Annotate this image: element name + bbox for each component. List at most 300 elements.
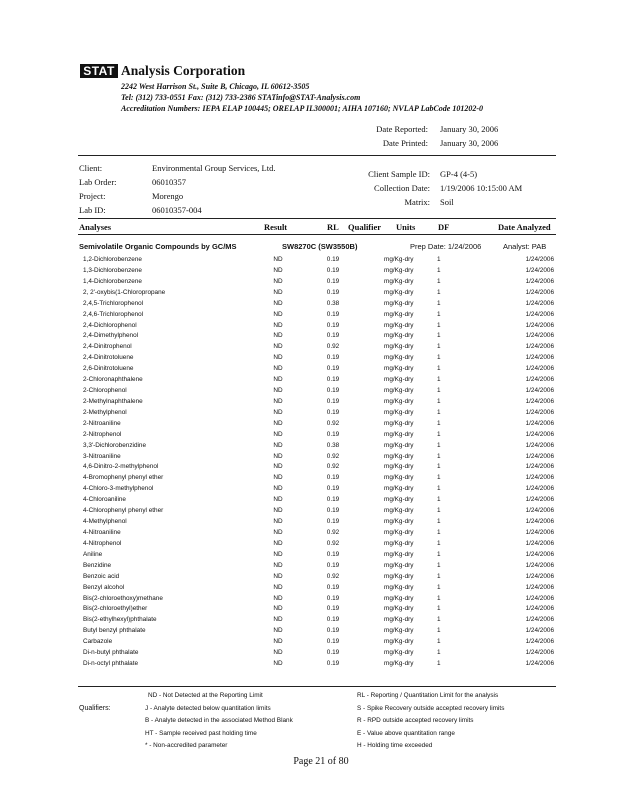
result-value: ND bbox=[273, 277, 283, 285]
units-value: mg/Kg-dry bbox=[384, 408, 414, 416]
section-title: Semivolatile Organic Compounds by GC/MS bbox=[79, 242, 237, 251]
df-value: 1 bbox=[437, 572, 441, 580]
analyte-name: Benzoic acid bbox=[83, 572, 120, 580]
result-value: ND bbox=[273, 638, 283, 646]
df-value: 1 bbox=[437, 387, 441, 395]
result-value: ND bbox=[273, 485, 283, 493]
units-value: mg/Kg-dry bbox=[384, 605, 414, 613]
client-sample-id-label: Client Sample ID: bbox=[368, 169, 430, 179]
date-reported-value: January 30, 2006 bbox=[440, 124, 499, 134]
table-row bbox=[0, 594, 642, 605]
analyte-name: 4-Bromophenyl phenyl ether bbox=[83, 474, 164, 482]
matrix-value: Soil bbox=[440, 197, 454, 207]
result-value: ND bbox=[273, 321, 283, 329]
analyte-name: 3-Nitroaniline bbox=[83, 452, 121, 460]
date-analyzed-value: 1/24/2006 bbox=[525, 452, 554, 460]
df-value: 1 bbox=[437, 332, 441, 340]
table-row bbox=[0, 506, 642, 517]
date-analyzed-value: 1/24/2006 bbox=[525, 594, 554, 602]
rl-value: 0.19 bbox=[326, 507, 340, 515]
rl-value: 0.19 bbox=[326, 408, 340, 416]
date-analyzed-value: 1/24/2006 bbox=[525, 343, 554, 351]
company-address: 2242 West Harrison St., Suite B, Chicago, IL 60612-3505 bbox=[121, 82, 310, 91]
rl-value: 0.38 bbox=[326, 299, 340, 307]
result-value: ND bbox=[273, 572, 283, 580]
table-row bbox=[0, 266, 642, 277]
date-analyzed-value: 1/24/2006 bbox=[525, 266, 554, 274]
analyte-name: 2,4,5-Trichlorophenol bbox=[83, 299, 144, 307]
date-analyzed-value: 1/24/2006 bbox=[525, 277, 554, 285]
date-analyzed-value: 1/24/2006 bbox=[525, 474, 554, 482]
result-value: ND bbox=[273, 649, 283, 657]
df-value: 1 bbox=[437, 452, 441, 460]
analyte-name: Bis(2-ethylhexyl)phthalate bbox=[83, 616, 157, 624]
df-value: 1 bbox=[437, 288, 441, 296]
accreditation-numbers: Accreditation Numbers: IEPA ELAP 100445; ORELAP IL300001; AIHA 107160; NVLAP LabCode 101202-0 bbox=[121, 104, 484, 113]
df-value: 1 bbox=[437, 299, 441, 307]
column-header-divider bbox=[78, 234, 556, 235]
units-value: mg/Kg-dry bbox=[384, 507, 414, 515]
result-value: ND bbox=[273, 452, 283, 460]
analyte-name: Carbazole bbox=[83, 638, 113, 646]
col-units: Units bbox=[396, 222, 416, 232]
table-row bbox=[0, 277, 642, 288]
analyte-name: 4-Chlorophenyl phenyl ether bbox=[83, 507, 164, 515]
rl-value: 0.19 bbox=[326, 485, 340, 493]
result-value: ND bbox=[273, 539, 283, 547]
table-row bbox=[0, 430, 642, 441]
rl-value: 0.19 bbox=[326, 627, 340, 635]
collection-date-label: Collection Date: bbox=[374, 183, 430, 193]
date-analyzed-value: 1/24/2006 bbox=[525, 419, 554, 427]
df-value: 1 bbox=[437, 496, 441, 504]
df-value: 1 bbox=[437, 485, 441, 493]
result-value: ND bbox=[273, 441, 283, 449]
df-value: 1 bbox=[437, 376, 441, 384]
rl-value: 0.19 bbox=[326, 321, 340, 329]
qualifier-note: R - RPD outside accepted recovery limits bbox=[357, 717, 474, 724]
analyte-name: 4-Methylphenol bbox=[83, 518, 127, 526]
table-row bbox=[0, 484, 642, 495]
units-value: mg/Kg-dry bbox=[384, 638, 414, 646]
analyte-name: 2-Chlorophenol bbox=[83, 387, 127, 395]
result-value: ND bbox=[273, 561, 283, 569]
table-row bbox=[0, 604, 642, 615]
table-row bbox=[0, 408, 642, 419]
table-row bbox=[0, 386, 642, 397]
units-value: mg/Kg-dry bbox=[384, 583, 414, 591]
result-value: ND bbox=[273, 518, 283, 526]
df-value: 1 bbox=[437, 616, 441, 624]
analyte-name: Bis(2-chloroethoxy)methane bbox=[83, 594, 163, 602]
rl-value: 0.19 bbox=[326, 354, 340, 362]
date-analyzed-value: 1/24/2006 bbox=[525, 550, 554, 558]
units-value: mg/Kg-dry bbox=[384, 474, 414, 482]
rl-value: 0.92 bbox=[326, 419, 340, 427]
section-analyst: Analyst: PAB bbox=[503, 242, 547, 251]
date-analyzed-value: 1/24/2006 bbox=[525, 496, 554, 504]
result-value: ND bbox=[273, 365, 283, 373]
col-result: Result bbox=[264, 222, 288, 232]
company-contact: Tel: (312) 733-0551 Fax: (312) 733-2386 STATinfo@STAT-Analysis.com bbox=[121, 93, 361, 102]
info-divider bbox=[78, 218, 556, 219]
table-row bbox=[0, 550, 642, 561]
qualifier-note: B - Analyte detected in the associated Method Blank bbox=[145, 717, 293, 724]
table-row bbox=[0, 539, 642, 550]
date-analyzed-value: 1/24/2006 bbox=[525, 649, 554, 657]
units-value: mg/Kg-dry bbox=[384, 441, 414, 449]
units-value: mg/Kg-dry bbox=[384, 529, 414, 536]
lab-order-label: Lab Order: bbox=[79, 177, 117, 187]
table-row bbox=[0, 288, 642, 299]
date-analyzed-value: 1/24/2006 bbox=[525, 397, 554, 405]
date-analyzed-value: 1/24/2006 bbox=[525, 605, 554, 613]
result-value: ND bbox=[273, 594, 283, 602]
analyte-name: Bis(2-chloroethyl)ether bbox=[83, 605, 148, 613]
date-printed-value: January 30, 2006 bbox=[440, 138, 499, 148]
date-analyzed-value: 1/24/2006 bbox=[525, 430, 554, 438]
table-row bbox=[0, 615, 642, 626]
section-prep-date: Prep Date: 1/24/2006 bbox=[410, 242, 482, 251]
date-analyzed-value: 1/24/2006 bbox=[525, 441, 554, 449]
analyte-name: 2,4-Dinitrophenol bbox=[83, 343, 132, 351]
df-value: 1 bbox=[437, 649, 441, 657]
result-value: ND bbox=[273, 550, 283, 558]
date-analyzed-value: 1/24/2006 bbox=[525, 299, 554, 307]
result-value: ND bbox=[273, 354, 283, 362]
units-value: mg/Kg-dry bbox=[384, 299, 414, 307]
result-value: ND bbox=[273, 660, 283, 668]
units-value: mg/Kg-dry bbox=[384, 485, 414, 493]
analyte-name: 2,4-Dichlorophenol bbox=[83, 321, 137, 329]
analyte-name: 4,6-Dinitro-2-methylphenol bbox=[83, 463, 159, 471]
rl-value: 0.19 bbox=[326, 616, 340, 624]
analyte-name: 2,4-Dinitrotoluene bbox=[83, 354, 134, 362]
units-value: mg/Kg-dry bbox=[384, 266, 414, 274]
qualifier-note: H - Holding time exceeded bbox=[357, 742, 433, 749]
analyte-name: 3,3'-Dichlorobenzidine bbox=[83, 441, 147, 449]
units-value: mg/Kg-dry bbox=[384, 419, 414, 427]
rl-value: 0.19 bbox=[326, 310, 340, 318]
units-value: mg/Kg-dry bbox=[384, 594, 414, 602]
table-row bbox=[0, 495, 642, 506]
analyte-name: 1,4-Dichlorobenzene bbox=[83, 277, 142, 285]
df-value: 1 bbox=[437, 627, 441, 635]
table-row bbox=[0, 419, 642, 430]
result-value: ND bbox=[273, 463, 283, 471]
col-df: DF bbox=[438, 222, 450, 232]
table-row bbox=[0, 375, 642, 386]
df-value: 1 bbox=[437, 518, 441, 526]
units-value: mg/Kg-dry bbox=[384, 365, 414, 373]
table-row bbox=[0, 648, 642, 659]
df-value: 1 bbox=[437, 343, 441, 351]
client-label: Client: bbox=[79, 163, 103, 173]
df-value: 1 bbox=[437, 397, 441, 405]
client-value: Environmental Group Services, Ltd. bbox=[152, 163, 276, 173]
analyte-name: 4-Nitrophenol bbox=[83, 539, 122, 547]
units-value: mg/Kg-dry bbox=[384, 288, 414, 296]
rl-value: 0.19 bbox=[326, 561, 340, 569]
rl-value: 0.19 bbox=[326, 430, 340, 438]
units-value: mg/Kg-dry bbox=[384, 660, 414, 668]
result-value: ND bbox=[273, 397, 283, 405]
units-value: mg/Kg-dry bbox=[384, 321, 414, 329]
df-value: 1 bbox=[437, 605, 441, 613]
rl-value: 0.19 bbox=[326, 288, 340, 296]
col-date-analyzed: Date Analyzed bbox=[498, 222, 551, 232]
analyte-name: Di-n-octyl phthalate bbox=[83, 660, 139, 668]
df-value: 1 bbox=[437, 539, 441, 547]
date-analyzed-value: 1/24/2006 bbox=[525, 376, 554, 384]
units-value: mg/Kg-dry bbox=[384, 452, 414, 460]
date-analyzed-value: 1/24/2006 bbox=[525, 321, 554, 329]
units-value: mg/Kg-dry bbox=[384, 376, 414, 384]
table-row bbox=[0, 310, 642, 321]
result-value: ND bbox=[273, 419, 283, 427]
table-row bbox=[0, 561, 642, 572]
rl-value: 0.19 bbox=[326, 332, 340, 340]
date-analyzed-value: 1/24/2006 bbox=[525, 529, 554, 536]
table-row bbox=[0, 441, 642, 452]
qualifier-note: J - Analyte detected below quantitation limits bbox=[145, 704, 271, 712]
analyte-name: Butyl benzyl phthalate bbox=[83, 627, 146, 635]
section-method: SW8270C (SW3550B) bbox=[282, 242, 358, 251]
df-value: 1 bbox=[437, 474, 441, 482]
date-analyzed-value: 1/24/2006 bbox=[525, 518, 554, 526]
rl-value: 0.92 bbox=[326, 343, 340, 351]
table-row bbox=[0, 583, 642, 594]
analyte-name: Benzyl alcohol bbox=[83, 583, 125, 591]
units-value: mg/Kg-dry bbox=[384, 496, 414, 504]
result-value: ND bbox=[273, 605, 283, 613]
units-value: mg/Kg-dry bbox=[384, 256, 414, 263]
analyte-name: 2,4,6-Trichlorophenol bbox=[83, 310, 144, 318]
rl-value: 0.19 bbox=[326, 660, 340, 668]
units-value: mg/Kg-dry bbox=[384, 332, 414, 340]
df-value: 1 bbox=[437, 277, 441, 285]
rl-value: 0.92 bbox=[326, 572, 340, 580]
rl-value: 0.19 bbox=[326, 518, 340, 526]
analyte-name: 1,3-Dichlorobenzene bbox=[83, 266, 142, 274]
result-value: ND bbox=[273, 507, 283, 515]
table-row bbox=[0, 572, 642, 583]
rl-value: 0.19 bbox=[326, 496, 340, 504]
units-value: mg/Kg-dry bbox=[384, 572, 414, 580]
units-value: mg/Kg-dry bbox=[384, 430, 414, 438]
collection-date-value: 1/19/2006 10:15:00 AM bbox=[440, 183, 523, 193]
result-value: ND bbox=[273, 583, 283, 591]
result-value: ND bbox=[273, 288, 283, 296]
analyte-name: Di-n-butyl phthalate bbox=[83, 649, 139, 657]
df-value: 1 bbox=[437, 660, 441, 668]
analyte-name: 2-Methylnaphthalene bbox=[83, 397, 143, 405]
date-analyzed-value: 1/24/2006 bbox=[525, 583, 554, 591]
units-value: mg/Kg-dry bbox=[384, 518, 414, 526]
rl-value: 0.19 bbox=[326, 594, 340, 602]
table-row bbox=[0, 255, 642, 266]
result-value: ND bbox=[273, 387, 283, 395]
df-value: 1 bbox=[437, 419, 441, 427]
lab-id-value: 06010357-004 bbox=[152, 205, 202, 215]
rl-value: 0.92 bbox=[326, 452, 340, 460]
table-row bbox=[0, 353, 642, 364]
rl-value: 0.19 bbox=[326, 266, 340, 274]
units-value: mg/Kg-dry bbox=[384, 397, 414, 405]
rl-value: 0.19 bbox=[326, 365, 340, 373]
date-analyzed-value: 1/24/2006 bbox=[525, 561, 554, 569]
df-value: 1 bbox=[437, 507, 441, 515]
date-analyzed-value: 1/24/2006 bbox=[525, 310, 554, 318]
result-value: ND bbox=[273, 266, 283, 274]
date-analyzed-value: 1/24/2006 bbox=[525, 627, 554, 635]
rl-value: 0.19 bbox=[326, 387, 340, 395]
table-row bbox=[0, 659, 642, 670]
lab-order-value: 06010357 bbox=[152, 177, 186, 187]
col-rl: RL bbox=[327, 222, 339, 232]
units-value: mg/Kg-dry bbox=[384, 539, 414, 547]
table-row bbox=[0, 462, 642, 473]
table-row bbox=[0, 626, 642, 637]
date-analyzed-value: 1/24/2006 bbox=[525, 387, 554, 395]
result-value: ND bbox=[273, 496, 283, 504]
result-value: ND bbox=[273, 256, 283, 263]
rl-value: 0.92 bbox=[326, 529, 340, 536]
analyte-name: 2, 2'-oxybis(1-Chloropropane bbox=[83, 288, 166, 296]
date-printed-label: Date Printed: bbox=[382, 138, 428, 148]
date-analyzed-value: 1/24/2006 bbox=[525, 256, 554, 263]
date-analyzed-value: 1/24/2006 bbox=[525, 507, 554, 515]
rl-value: 0.92 bbox=[326, 539, 340, 547]
date-analyzed-value: 1/24/2006 bbox=[525, 463, 554, 471]
table-row bbox=[0, 452, 642, 463]
analyte-name: 4-Chloro-3-methylphenol bbox=[83, 485, 154, 493]
df-value: 1 bbox=[437, 266, 441, 274]
result-value: ND bbox=[273, 430, 283, 438]
date-analyzed-value: 1/24/2006 bbox=[525, 332, 554, 340]
units-value: mg/Kg-dry bbox=[384, 343, 414, 351]
date-analyzed-value: 1/24/2006 bbox=[525, 408, 554, 416]
result-value: ND bbox=[273, 299, 283, 307]
result-value: ND bbox=[273, 474, 283, 482]
units-value: mg/Kg-dry bbox=[384, 277, 414, 285]
qualifier-note: ND - Not Detected at the Reporting Limit bbox=[148, 692, 263, 699]
table-row bbox=[0, 321, 642, 332]
analyte-name: 2,4-Dimethylphenol bbox=[83, 332, 139, 340]
df-value: 1 bbox=[437, 310, 441, 318]
project-value: Morengo bbox=[152, 191, 184, 201]
client-sample-id-value: GP-4 (4-5) bbox=[440, 169, 478, 179]
result-value: ND bbox=[273, 332, 283, 340]
units-value: mg/Kg-dry bbox=[384, 649, 414, 657]
rl-value: 0.19 bbox=[326, 277, 340, 285]
date-analyzed-value: 1/24/2006 bbox=[525, 288, 554, 296]
df-value: 1 bbox=[437, 321, 441, 329]
qualifier-note: E - Value above quantitation range bbox=[357, 729, 455, 737]
units-value: mg/Kg-dry bbox=[384, 354, 414, 362]
date-analyzed-value: 1/24/2006 bbox=[525, 365, 554, 373]
df-value: 1 bbox=[437, 430, 441, 438]
col-qualifier: Qualifier bbox=[348, 222, 382, 232]
rl-value: 0.19 bbox=[326, 397, 340, 405]
df-value: 1 bbox=[437, 594, 441, 602]
result-value: ND bbox=[273, 343, 283, 351]
analyte-name: Benzidine bbox=[83, 561, 112, 569]
analyte-name: 1,2-Dichlorobenzene bbox=[83, 256, 142, 263]
date-reported-label: Date Reported: bbox=[376, 124, 428, 134]
result-value: ND bbox=[273, 376, 283, 384]
table-row bbox=[0, 637, 642, 648]
date-analyzed-value: 1/24/2006 bbox=[525, 660, 554, 668]
df-value: 1 bbox=[437, 561, 441, 569]
units-value: mg/Kg-dry bbox=[384, 310, 414, 318]
result-value: ND bbox=[273, 310, 283, 318]
analyte-name: 2-Nitroaniline bbox=[83, 419, 121, 427]
table-row bbox=[0, 364, 642, 375]
rl-value: 0.19 bbox=[326, 550, 340, 558]
df-value: 1 bbox=[437, 441, 441, 449]
table-row bbox=[0, 299, 642, 310]
rl-value: 0.92 bbox=[326, 463, 340, 471]
rl-value: 0.19 bbox=[326, 605, 340, 613]
analyte-name: 4-Nitroaniline bbox=[83, 529, 121, 536]
units-value: mg/Kg-dry bbox=[384, 616, 414, 624]
rl-value: 0.19 bbox=[326, 638, 340, 646]
result-value: ND bbox=[273, 529, 283, 536]
df-value: 1 bbox=[437, 550, 441, 558]
rl-value: 0.19 bbox=[326, 376, 340, 384]
date-analyzed-value: 1/24/2006 bbox=[525, 638, 554, 646]
analyte-name: 2,6-Dinitrotoluene bbox=[83, 365, 134, 373]
rl-value: 0.19 bbox=[326, 583, 340, 591]
rl-value: 0.19 bbox=[326, 256, 340, 263]
analyte-name: 2-Chloronaphthalene bbox=[83, 376, 143, 384]
project-label: Project: bbox=[79, 191, 106, 201]
df-value: 1 bbox=[437, 529, 441, 536]
result-value: ND bbox=[273, 408, 283, 416]
df-value: 1 bbox=[437, 408, 441, 416]
df-value: 1 bbox=[437, 256, 441, 263]
result-value: ND bbox=[273, 616, 283, 624]
rl-value: 0.19 bbox=[326, 649, 340, 657]
date-analyzed-value: 1/24/2006 bbox=[525, 354, 554, 362]
units-value: mg/Kg-dry bbox=[384, 561, 414, 569]
date-analyzed-value: 1/24/2006 bbox=[525, 539, 554, 547]
date-analyzed-value: 1/24/2006 bbox=[525, 485, 554, 493]
units-value: mg/Kg-dry bbox=[384, 463, 414, 471]
table-row bbox=[0, 528, 642, 539]
units-value: mg/Kg-dry bbox=[384, 627, 414, 635]
lab-id-label: Lab ID: bbox=[79, 205, 106, 215]
qualifier-note: S - Spike Recovery outside accepted recovery limits bbox=[357, 704, 505, 712]
qualifiers-label: Qualifiers: bbox=[79, 705, 111, 712]
table-row bbox=[0, 517, 642, 528]
analyte-name: Aniline bbox=[83, 550, 103, 558]
units-value: mg/Kg-dry bbox=[384, 387, 414, 395]
footer-divider bbox=[78, 686, 556, 687]
matrix-label: Matrix: bbox=[404, 197, 430, 207]
df-value: 1 bbox=[437, 638, 441, 646]
table-row bbox=[0, 473, 642, 484]
result-value: ND bbox=[273, 627, 283, 635]
df-value: 1 bbox=[437, 365, 441, 373]
table-row bbox=[0, 331, 642, 342]
analyte-name: 4-Chloroaniline bbox=[83, 496, 126, 504]
page-number: Page 21 of 80 bbox=[293, 756, 349, 767]
df-value: 1 bbox=[437, 583, 441, 591]
stat-logo: STAT bbox=[80, 64, 118, 78]
df-value: 1 bbox=[437, 463, 441, 471]
